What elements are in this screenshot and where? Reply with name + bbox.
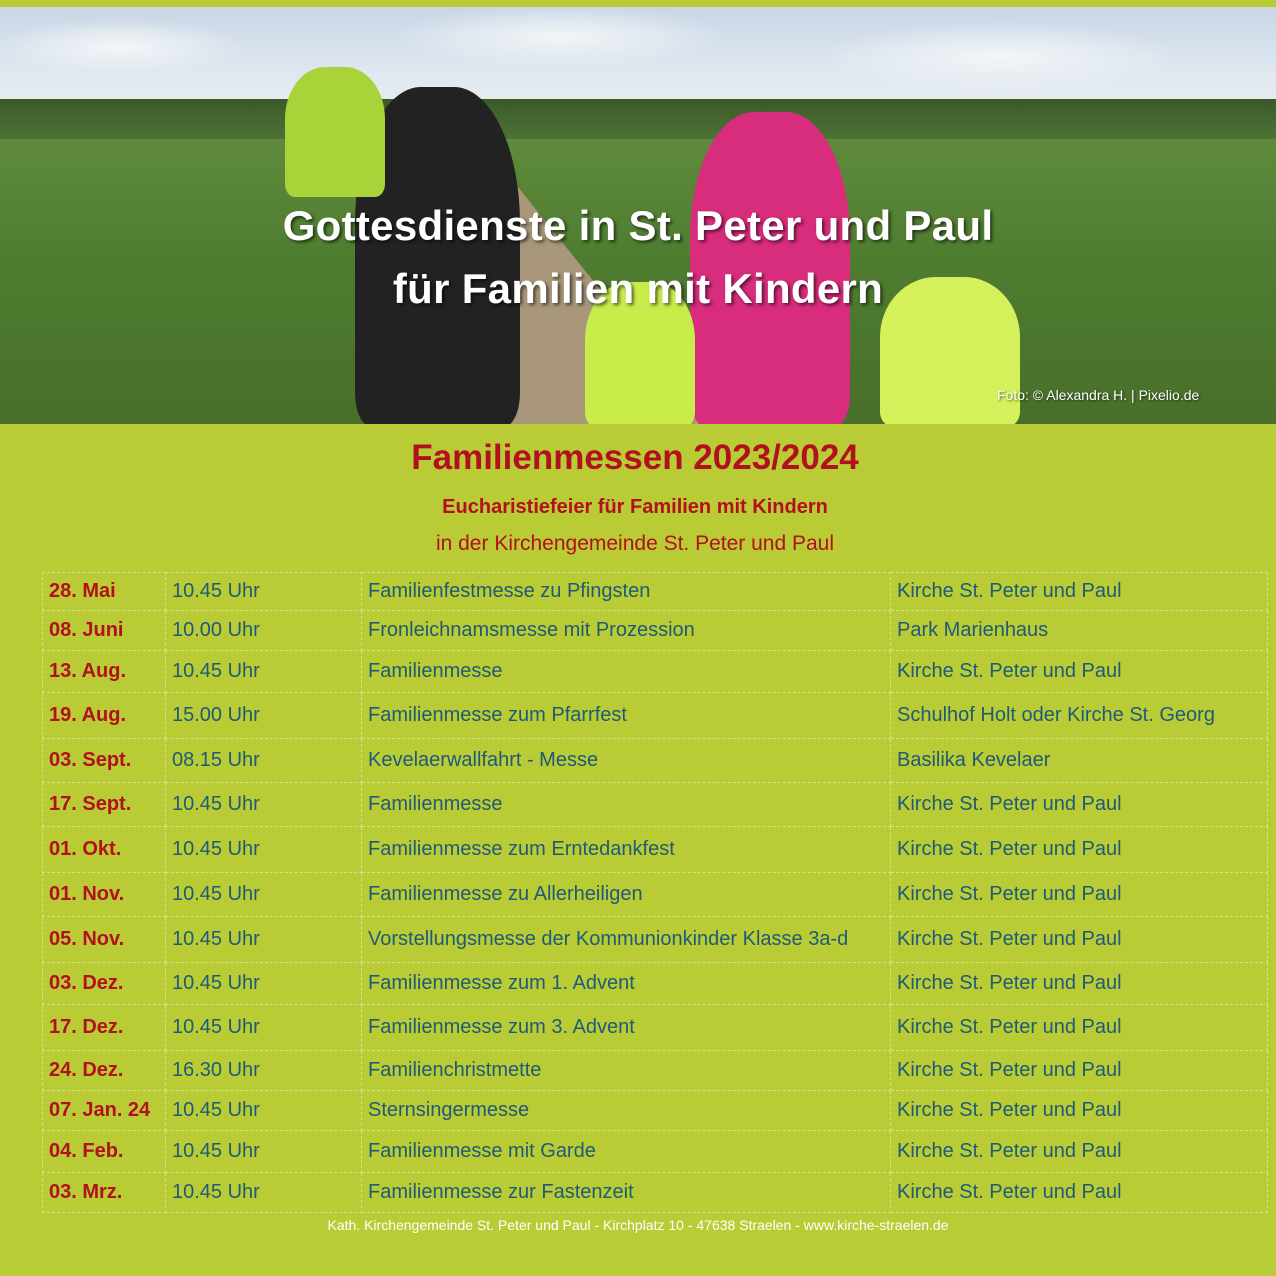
- event-date: 13. Aug.: [43, 651, 166, 693]
- event-place: Kirche St. Peter und Paul: [891, 917, 1268, 963]
- table-row: [43, 827, 1268, 873]
- schedule-table: [42, 572, 1268, 1213]
- event-place: Park Marienhaus: [891, 611, 1268, 651]
- event-name: Vorstellungsmesse der Kommunionkinder Klasse 3a-d: [362, 917, 891, 963]
- event-date: 07. Jan. 24: [43, 1091, 166, 1131]
- event-date: 03. Dez.: [43, 963, 166, 1005]
- event-place: Kirche St. Peter und Paul: [891, 783, 1268, 827]
- table-row: [43, 611, 1268, 651]
- event-date: 03. Sept.: [43, 739, 166, 783]
- event-time: 10.45 Uhr: [166, 1173, 362, 1213]
- event-time: 10.45 Uhr: [166, 963, 362, 1005]
- table-row: [43, 651, 1268, 693]
- event-place: Kirche St. Peter und Paul: [891, 573, 1268, 611]
- event-date: 08. Juni: [43, 611, 166, 651]
- photo-title-line2: für Familien mit Kindern: [392, 265, 884, 312]
- event-place: Basilika Kevelaer: [891, 739, 1268, 783]
- event-time: 10.45 Uhr: [166, 827, 362, 873]
- table-row: [43, 917, 1268, 963]
- event-time: 15.00 Uhr: [166, 693, 362, 739]
- event-place: Kirche St. Peter und Paul: [891, 827, 1268, 873]
- event-time: 10.45 Uhr: [166, 1005, 362, 1051]
- event-time: 10.45 Uhr: [166, 1091, 362, 1131]
- table-row: [43, 1051, 1268, 1091]
- event-time: 10.45 Uhr: [166, 573, 362, 611]
- event-name: Fronleichnamsmesse mit Prozession: [362, 611, 891, 651]
- event-date: 01. Okt.: [43, 827, 166, 873]
- event-date: 17. Sept.: [43, 783, 166, 827]
- event-date: 03. Mrz.: [43, 1173, 166, 1213]
- event-date: 19. Aug.: [43, 693, 166, 739]
- event-date: 24. Dez.: [43, 1051, 166, 1091]
- page-title: Familienmessen 2023/2024: [411, 438, 859, 477]
- event-place: Kirche St. Peter und Paul: [891, 1131, 1268, 1173]
- page-subtitle-2: in der Kirchengemeinde St. Peter und Paul: [435, 532, 835, 555]
- photo-treeline: [0, 99, 1276, 139]
- table-row: [43, 739, 1268, 783]
- table-row: [43, 1131, 1268, 1173]
- page-subtitle: Eucharistiefeier für Familien mit Kindern: [442, 496, 828, 518]
- photo-sky: [0, 7, 1276, 112]
- event-name: Familienmesse zum Erntedankfest: [362, 827, 891, 873]
- event-place: Kirche St. Peter und Paul: [891, 1005, 1268, 1051]
- photo-figure-baby: [285, 67, 385, 197]
- footer-address: Kath. Kirchengemeinde St. Peter und Paul - Kirchplatz 10 - 47638 Straelen - www.kirche-straelen.de: [327, 1217, 949, 1233]
- event-time: 10.45 Uhr: [166, 917, 362, 963]
- table-row: [43, 1005, 1268, 1051]
- event-time: 10.45 Uhr: [166, 1131, 362, 1173]
- event-name: Familienfestmesse zu Pfingsten: [362, 573, 891, 611]
- event-name: Familienmesse zum Pfarrfest: [362, 693, 891, 739]
- table-row: [43, 783, 1268, 827]
- table-row: [43, 1173, 1268, 1213]
- event-date: 28. Mai: [43, 573, 166, 611]
- event-name: Familienmesse: [362, 651, 891, 693]
- event-place: Kirche St. Peter und Paul: [891, 873, 1268, 917]
- event-time: 10.00 Uhr: [166, 611, 362, 651]
- event-place: Kirche St. Peter und Paul: [891, 651, 1268, 693]
- event-place: Kirche St. Peter und Paul: [891, 1173, 1268, 1213]
- table-row: [43, 963, 1268, 1005]
- event-time: 08.15 Uhr: [166, 739, 362, 783]
- top-strip: [0, 0, 1276, 7]
- event-date: 17. Dez.: [43, 1005, 166, 1051]
- table-row: [43, 693, 1268, 739]
- event-place: Kirche St. Peter und Paul: [891, 1091, 1268, 1131]
- event-name: Familienmesse zum 3. Advent: [362, 1005, 891, 1051]
- event-name: Familienmesse zum 1. Advent: [362, 963, 891, 1005]
- table-row: [43, 1091, 1268, 1131]
- event-name: Familienmesse zur Fastenzeit: [362, 1173, 891, 1213]
- event-time: 10.45 Uhr: [166, 783, 362, 827]
- header-photo: [0, 7, 1276, 424]
- event-time: 10.45 Uhr: [166, 651, 362, 693]
- event-place: Kirche St. Peter und Paul: [891, 1051, 1268, 1091]
- event-name: Familienmesse zu Allerheiligen: [362, 873, 891, 917]
- table-row: [43, 573, 1268, 611]
- photo-title-line1: Gottesdienste in St. Peter und Paul: [282, 202, 994, 249]
- event-place: Kirche St. Peter und Paul: [891, 963, 1268, 1005]
- event-name: Familienmesse: [362, 783, 891, 827]
- table-row: [43, 873, 1268, 917]
- event-time: 10.45 Uhr: [166, 873, 362, 917]
- event-name: Sternsingermesse: [362, 1091, 891, 1131]
- event-date: 05. Nov.: [43, 917, 166, 963]
- event-time: 16.30 Uhr: [166, 1051, 362, 1091]
- event-name: Familienchristmette: [362, 1051, 891, 1091]
- event-date: 01. Nov.: [43, 873, 166, 917]
- photo-credit: Foto: © Alexandra H. | Pixelio.de: [997, 387, 1200, 403]
- event-name: Familienmesse mit Garde: [362, 1131, 891, 1173]
- event-date: 04. Feb.: [43, 1131, 166, 1173]
- event-place: Schulhof Holt oder Kirche St. Georg: [891, 693, 1268, 739]
- event-name: Kevelaerwallfahrt - Messe: [362, 739, 891, 783]
